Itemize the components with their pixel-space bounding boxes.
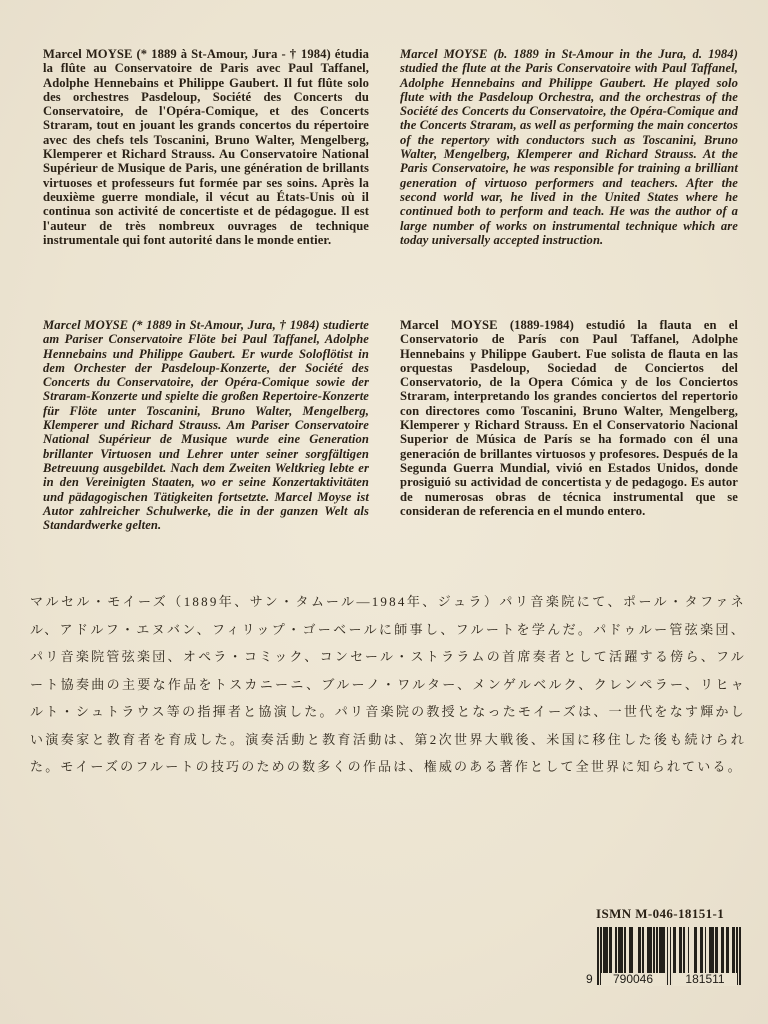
barcode-digits-left: 790046 <box>601 973 665 986</box>
ismn-number: ISMN M-046-18151-1 <box>596 906 725 921</box>
paragraph-japanese: マルセル・モイーズ（1889年、サン・タムール—1984年、ジュラ）パリ音楽院にて、ポール・タファネル、アドルフ・エヌバン、フィリップ・ゴーベールに師事し、フルートを学んだ。パドゥルー管弦楽団、パリ音楽院管弦楽団、オペラ・コミック、コンセール・ストララムの首席奏者として活躍する傍ら、フルート協奏曲の主要な作品をトスカニーニ、ブルーノ・ワルター、メンゲルベルク、クレンペラー、リヒャルト・シュトラウス等の指揮者と協演した。パリ音楽院の教授となったモイーズは、一世代をなす輝かしい演奏家と教育者を育成した。演奏活動と教育活動は、第2次世界大戦後、米国に移住した後も続けられた。モイーズのフルートの技巧のための数多くの作品は、権威のある著作として全世界に知られている。 <box>30 594 746 774</box>
barcode-digits <box>586 973 746 986</box>
barcode-digit-lead: 9 <box>586 972 593 986</box>
paragraph-german: Marcel MOYSE (* 1889 in St-Amour, Jura, † 1984) studierte am Pariser Conservatoire Flöte bei Paul Taffanel, Adolphe Hennebains und Philippe Gaubert. Er wurde Soloflötist in dem Orchester der Pasdeloup-Konzerte, der Société des Concerts du Conservatoire, der Opéra-Comique sowie der Straram-Konzerte und spielte die großen Repertoire-Konzerte für Flöte unter Toscanini, Bruno Walter, Mengelberg, Klemperer und Richard Strauss. Am Pariser Conservatoire National Supérieur de Musique wurde eine Generation brillanter Virtuosen und Lehrer unter seiner sorgfältigen Betreuung ausgebildet. Nach dem Zweiten Weltkrieg lebte er in den Vereinigten Staaten, wo er seine Konzertaktivitäten und pädagogischen Tätigkeiten fortsetzte. Marcel Moyse ist Autor zahlreicher Schulwerke, die in der ganzen Welt als Standardwerke gelten. <box>43 318 369 533</box>
barcode-digits-right: 181511 <box>673 973 737 986</box>
paragraph-english: Marcel MOYSE (b. 1889 in St-Amour in the Jura, d. 1984) studied the flute at the Paris Conservatoire with Paul Taffanel, Adolphe Hennebains and Philippe Gaubert. He played solo flute with the Pasdeloup Orchestra, and the orchestras of the Société des Concerts du Conservatoire, the Opéra-Comique and the Concerts Straram, as well as performing the main concertos of the repertory with conductors such as Toscanini, Bruno Walter, Mengelberg, Klemperer and Richard Strauss. At the Paris Conservatoire, he was responsible for training a brilliant generation of virtuoso performers and teachers. After the second world war, he lived in the United States where he continued both to perform and teach. He was the author of a large number of works on instrumental technique which are today universally accepted instruction. <box>400 47 738 247</box>
paragraph-spanish: Marcel MOYSE (1889-1984) estudió la flauta en el Conservatorio de París con Paul Taffanel, Adolphe Hennebains y Philippe Gaubert. Fue solista de flauta en las orquestas Pasdeloup, Sociedad de Conciertos del Conservatorio, de la Opera Cómica y de los Conciertos Straram, interpretando los grandes conciertos del repertorio con directores como Toscanini, Bruno Walter, Mengelberg, Klemperer y Richard Strauss. En el Conservatorio Nacional Superior de Música de París se ha formado con él una generación de brillantes virtuosos y profesores. Después de la Segunda Guerra Mundial, vivió en Estados Unidos, donde prosiguió su actividad de concertista y de pedagogo. Es autor de numerosas obras de técnica instrumental que se consideran de referencia en el mundo entero. <box>400 318 738 518</box>
footer-barcode-block <box>586 906 746 986</box>
paragraph-french: Marcel MOYSE (* 1889 à St-Amour, Jura - † 1984) étudia la flûte au Conservatoire de Paris avec Paul Taffanel, Adolphe Hennebains et Philippe Gaubert. Il fut flûte solo des orchestres Pasdeloup, Société des Concerts du Conservatoire, de l'Opéra-Comique, et des Concerts Straram, tout en jouant les grands concertos du répertoire avec des chefs tels Toscanini, Bruno Walter, Mengelberg, Klemperer et Richard Strauss. Au Conservatoire National Supérieur de Musique de Paris, une génération de brillants virtuoses et professeurs fut formée par ses soins. Après la deuxième guerre mondiale, il vécut au États-Unis où il continua son activité de concertiste et de pédagogue. Il est l'auteur de très nombreux ouvrages de technique instrumentale qui font autorité dans le monde entier. <box>43 47 369 247</box>
